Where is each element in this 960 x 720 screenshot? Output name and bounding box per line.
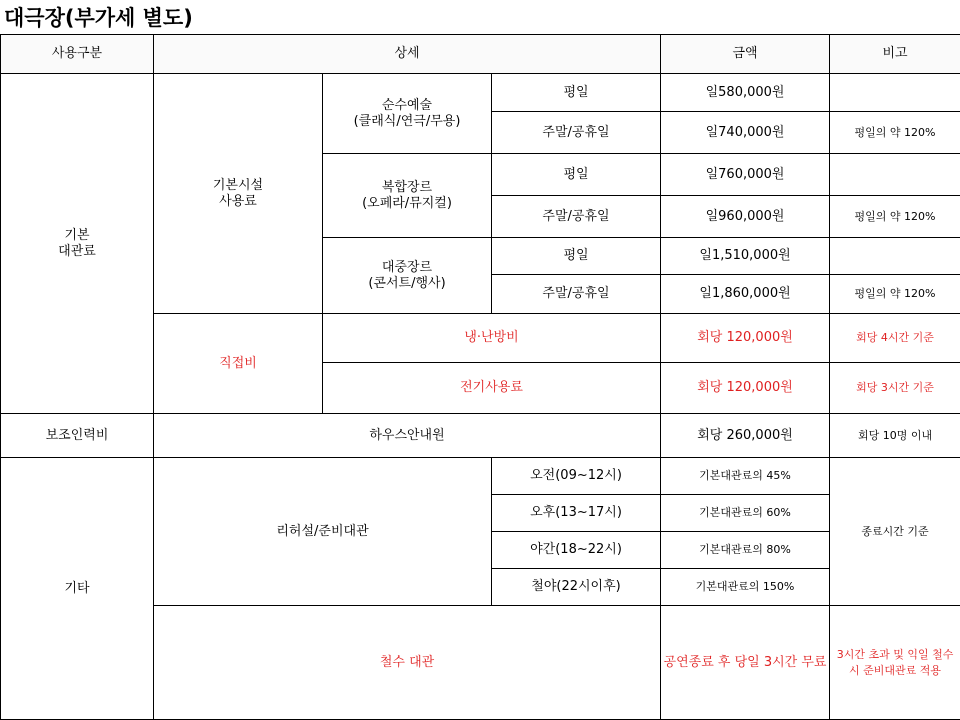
rehearsal-note: 종료시간 기준 [830, 458, 960, 606]
day-type-weekend: 주말/공휴일 [492, 112, 661, 154]
day-type-weekday: 평일 [492, 238, 661, 275]
rental-fee-table [0, 34, 960, 720]
direct-cost-label: 직접비 [154, 314, 323, 414]
genre-cell [323, 154, 492, 238]
amount-cell: 일580,000원 [661, 74, 830, 112]
note-cell [830, 154, 960, 196]
rehearsal-time: 철야(22시이후) [492, 569, 661, 606]
category-basic-line1: 기본 [64, 227, 90, 243]
rehearsal-time: 오전(09~12시) [492, 458, 661, 495]
facility-fee-label [154, 74, 323, 314]
rehearsal-amount: 기본대관료의 45% [661, 458, 830, 495]
note-cell: 평일의 약 120% [830, 275, 960, 314]
header-note: 비고 [830, 35, 960, 74]
day-type-weekday: 평일 [492, 154, 661, 196]
header-category: 사용구분 [1, 35, 154, 74]
note-cell [830, 238, 960, 275]
teardown-amount: 공연종료 후 당일 3시간 무료 [661, 606, 830, 720]
genre-name: 대중장르 [381, 259, 433, 275]
teardown-label: 철수 대관 [154, 606, 661, 720]
category-other: 기타 [1, 458, 154, 720]
genre-sub: (오페라/뮤지컬) [362, 195, 452, 211]
rehearsal-amount: 기본대관료의 60% [661, 495, 830, 532]
note-cell: 평일의 약 120% [830, 112, 960, 154]
rehearsal-amount: 기본대관료의 150% [661, 569, 830, 606]
day-type-weekend: 주말/공휴일 [492, 196, 661, 238]
teardown-note: 3시간 초과 및 익일 철수 시 준비대관료 적용 [830, 606, 960, 720]
direct-item-amount: 회당 120,000원 [661, 314, 830, 363]
rehearsal-time: 오후(13~17시) [492, 495, 661, 532]
amount-cell: 일1,510,000원 [661, 238, 830, 275]
category-staff: 보조인력비 [1, 414, 154, 458]
facility-line2: 사용료 [219, 193, 257, 209]
amount-cell: 일740,000원 [661, 112, 830, 154]
note-cell [830, 74, 960, 112]
rehearsal-amount: 기본대관료의 80% [661, 532, 830, 569]
note-cell: 평일의 약 120% [830, 196, 960, 238]
genre-sub: (콘서트/행사) [368, 275, 446, 291]
amount-cell: 일1,860,000원 [661, 275, 830, 314]
direct-item-note: 회당 3시간 기준 [830, 363, 960, 414]
day-type-weekday: 평일 [492, 74, 661, 112]
rehearsal-label: 리허설/준비대관 [154, 458, 492, 606]
staff-amount: 회당 260,000원 [661, 414, 830, 458]
genre-name: 순수예술 [381, 97, 433, 113]
direct-item-note: 회당 4시간 기준 [830, 314, 960, 363]
category-basic-line2: 대관료 [58, 243, 96, 259]
page-title: 대극장(부가세 별도) [4, 6, 193, 30]
category-basic-rental [1, 74, 154, 414]
genre-cell [323, 74, 492, 154]
staff-detail: 하우스안내원 [154, 414, 661, 458]
genre-cell [323, 238, 492, 314]
amount-cell: 일960,000원 [661, 196, 830, 238]
amount-cell: 일760,000원 [661, 154, 830, 196]
rehearsal-time: 야간(18~22시) [492, 532, 661, 569]
day-type-weekend: 주말/공휴일 [492, 275, 661, 314]
table-row [1, 74, 960, 112]
facility-line1: 기본시설 [212, 177, 264, 193]
staff-note: 회당 10명 이내 [830, 414, 960, 458]
table-row [1, 458, 960, 495]
table-row [1, 414, 960, 458]
genre-sub: (클래식/연극/무용) [353, 113, 461, 129]
header-amount: 금액 [661, 35, 830, 74]
direct-item-amount: 회당 120,000원 [661, 363, 830, 414]
header-detail: 상세 [154, 35, 661, 74]
direct-item-name: 냉·난방비 [323, 314, 661, 363]
header-row [1, 35, 960, 74]
genre-name: 복합장르 [381, 179, 433, 195]
direct-item-name: 전기사용료 [323, 363, 661, 414]
